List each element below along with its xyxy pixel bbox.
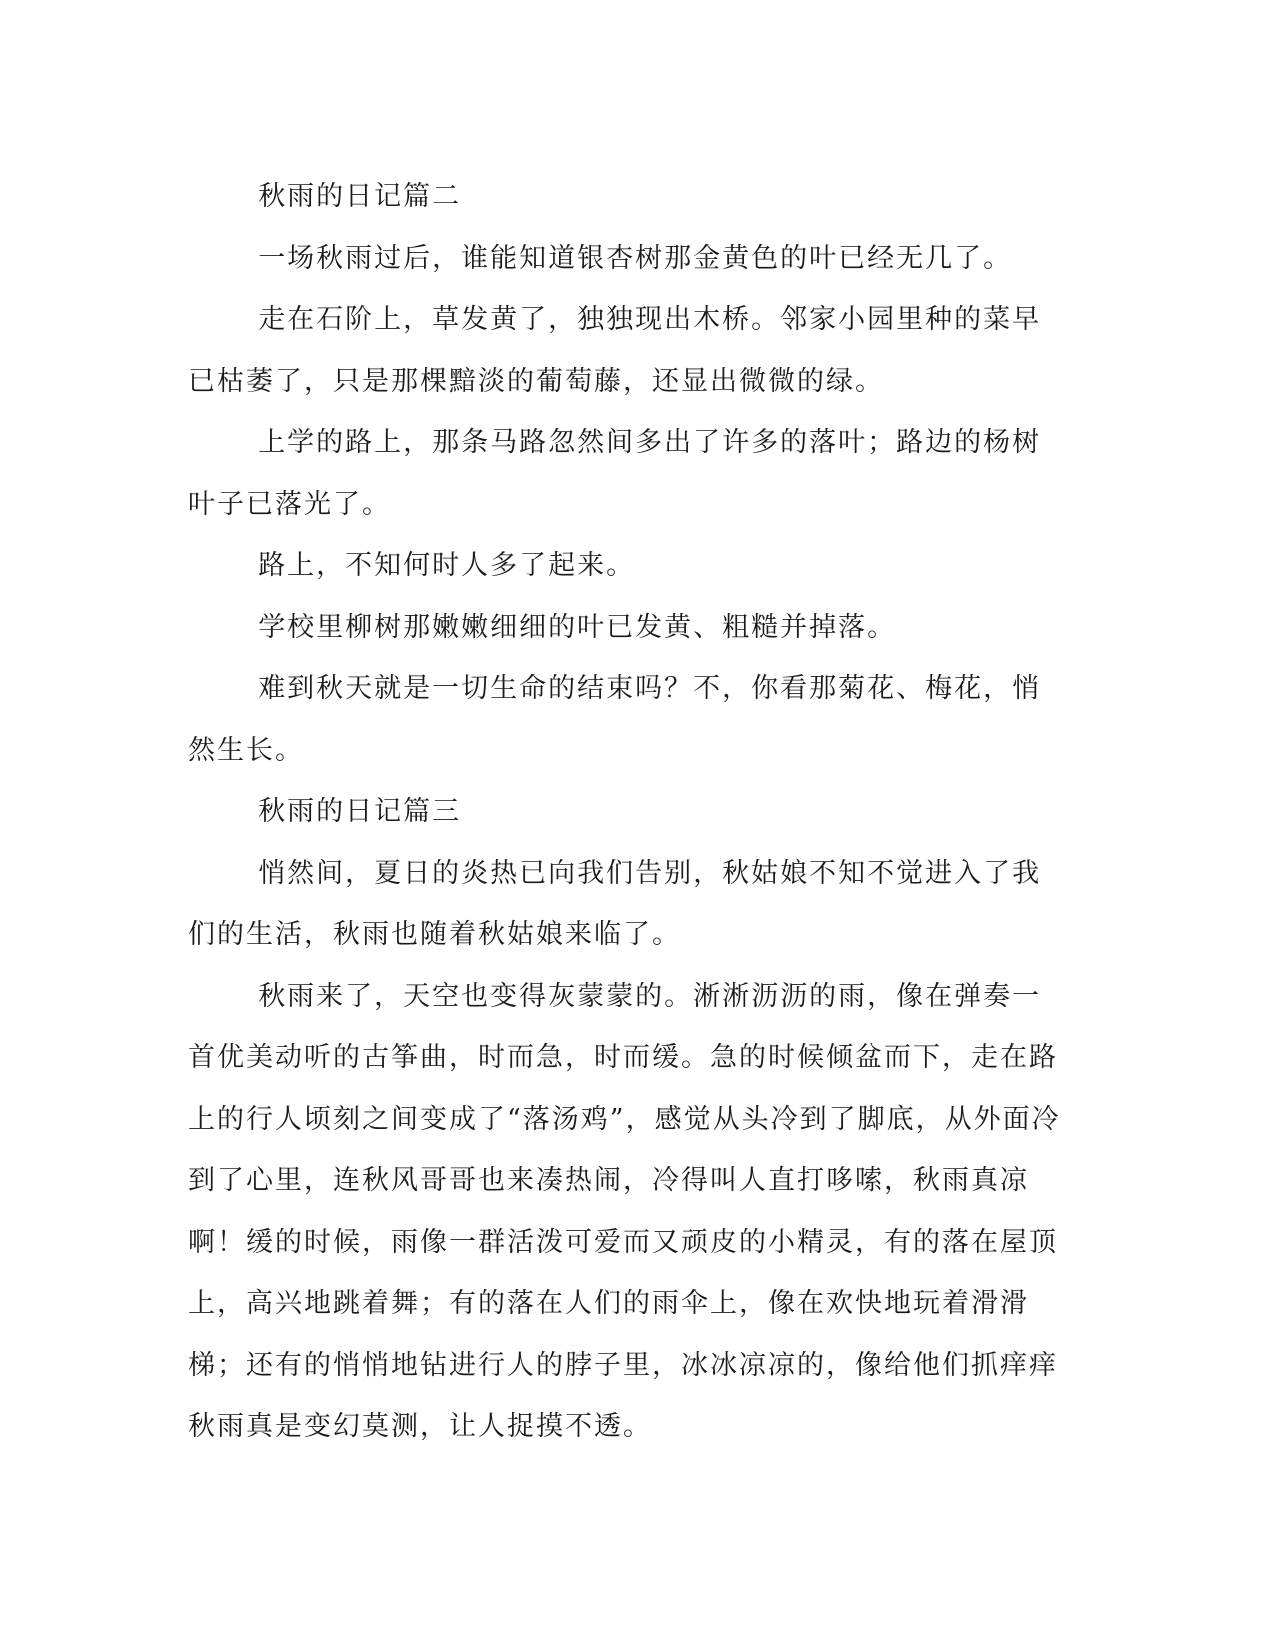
paragraph: 难到秋天就是一切生命的结束吗？不，你看那菊花、梅花，悄然生长。 <box>188 673 1042 766</box>
paragraph: 学校里柳树那嫩嫩细细的叶已发黄、粗糙并掉落。 <box>258 611 897 643</box>
paragraph: 上学的路上，那条马路忽然间多出了许多的落叶；路边的杨树叶子已落光了。 <box>188 427 1042 520</box>
paragraph: 路上，不知何时人多了起来。 <box>258 550 636 581</box>
section-heading: 秋雨的日记篇二 <box>258 181 462 212</box>
paragraph: 秋雨来了，天空也变得灰蒙蒙的。淅淅沥沥的雨，像在弹奏一首优美动听的古筝曲，时而急，时而缓。急的时候倾盆而下，走在路上的行人顷刻之间变成了“落汤鸡”，感觉从头冷到了脚底，从外面冷到了心里，连秋风哥哥也来凑热闹，冷得叫人直打哆嗦，秋雨真凉啊！缓的时候，雨像一群活泼可爱而又顽皮的小精灵，有的落在屋顶上，高兴地跳着舞；有的落在人们的雨伞上，像在欢快地玩着滑滑梯；还有的悄悄地钻进行人的脖子里，冰冰凉凉的，像给他们抓痒痒秋雨真是变幻莫测，让人捉摸不透。 <box>188 980 1061 1442</box>
paragraph: 一场秋雨过后，谁能知道银杏树那金黄色的叶已经无几了。 <box>258 242 1013 274</box>
document-body <box>188 166 1064 1458</box>
section-heading: 秋雨的日记篇三 <box>258 796 462 827</box>
paragraph: 悄然间，夏日的炎热已向我们告别，秋姑娘不知不觉进入了我们的生活，秋雨也随着秋姑娘来临了。 <box>188 857 1042 950</box>
paragraph: 走在石阶上，草发黄了，独独现出木桥。邻家小园里种的菜早已枯萎了，只是那棵黯淡的葡萄藤，还显出微微的绿。 <box>188 304 1042 397</box>
